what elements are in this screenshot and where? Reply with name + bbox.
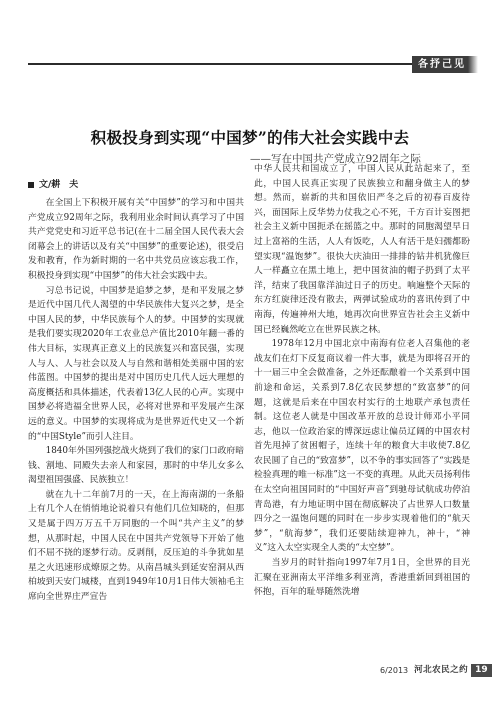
right-column — [254, 162, 470, 600]
issue-date: 6/2013 — [380, 666, 409, 675]
article-title: 积极投身到实现“中国梦”的伟大社会实践中去 — [90, 128, 410, 147]
author-name: 文/耕 夫 — [39, 180, 79, 190]
paragraph: 中华人民共和国成立了，中国人民从此站起来了，至此，中国人民真正实现了民族独立和翻身做主人的梦想。然而，崭新的共和国依旧严冬之后的初春百废待兴，面国际上反华势力仗我之心不死，千方百计妄图把社会主义新中国扼杀在摇篮之中。那时的同胞渴望早日过上富裕的生活，人人有饭吃，人人有活干是妇孺都盼望实现“温饱梦”。很快大庆油田一排排的钻井机犹像巨人一样矗立在黑土地上，把中国贫油的帽子扔到了太平洋，结束了我国靠洋油过日子的历史。响遍整个天际的东方红旋律还没有散去，两弹试验成功的喜讯传到了中南海，传遍神州大地，她再次向世界宣告社会主义新中国已经巍然屹立在世界民族之林。 — [254, 164, 470, 335]
article-subtitle: ——写在中国共产党成立92周年之际 — [250, 153, 421, 165]
magazine-name: 河北农民之约 — [414, 665, 469, 675]
paragraph: 习总书记说，中国梦是追梦之梦，是和平发展之梦是近代中国几代人渴望的中华民族伟大复兴之梦，是全中国人民的梦，中华民族每个人的梦。中国梦的实现就是我们要实现2020年工农业总产值比2010年翻一番的伟大目标，实现真正意义上的民族复兴和富民强，实现人与人、人与社会以及人与自然和谐相处美丽中国的宏伟蓝图。中国梦的提出是对中国历史几代人远大理想的高度概括和具体描述，代表着13亿人民的心声。实现中国梦必将造福全世界人民，必将对世界和平发展产生深远的意义。中国梦的实现将成为是世界近代史又一个新的“中国Style”而引人注目。 — [28, 285, 244, 442]
header-rule — [28, 63, 414, 65]
square-bullet-icon — [28, 182, 34, 188]
paragraph: 1840年外国列强挖战火烧到了我们的家门口政府暗钱、割地、同殿失去亲人和家园，那时的中华儿女多么渴望祖国强盛、民族独立！ — [28, 446, 244, 486]
page-footer — [380, 664, 492, 677]
section-tag: 各抒己见 — [412, 56, 472, 73]
page-number: 19 — [471, 664, 492, 677]
paragraph: 就在九十二年前7月的一天，在上海南湖的一条船上有几个人在悄悄地论说着只有他们几位知晓的，但那又是属于四万万五千万同胞的一个叫“共产主义”的梦想，从那时起，中国人民在中国共产党领导下开始了他们不屈不挠的逐梦行动。反剥削，反压迫的斗争犹如星星之火迅速形成燎原之势。从南昌城头到延安窑洞从西柏坡到天安门城楼，直到1949年10月1日伟大领袖毛主席向全世界庄严宣告 — [28, 489, 244, 603]
left-column — [28, 178, 244, 605]
author-line — [28, 178, 244, 192]
paragraph: 1978年12月中国北京中南海有位老人召集他的老战友们在灯下反复商议着一件大事，就是为即将召开的十一届三中全会做准备，之外还酝酿着一个关系到中国前途和命运，关系到7.8亿农民梦想的“致富梦”的问题，这就是后来在中国农村实行的土地联产承包责任制。这位老人就是中国改革开放的总设计师邓小平同志，他以一位政治家的博深远虑让偏员辽阔的中国农村首先甩掉了贫困帽子，连续十年的粮食大丰收使7.8亿农民圆了自己的“致富梦”，以不争的事实回答了“实践是检验真理的唯一标准”这一不变的真理。从此天员扬利伟在太空向祖国同时的“中国好声音”到驰母试航成功停泊青岛港，有力地证明中国在彻底解决了占世界人口数量四分之一温饱问题的同时在一步步实现着他们的“航天梦”，“航海梦”，我们还要陆续迎神九，神十，“神义”这入太空实现全人类的“太空梦”。 — [254, 339, 470, 554]
paragraph: 在全国上下积极开展有关“中国梦”的学习和中国共产党成立92周年之际，我利用业余时间认真学习了中国共产党党史和习近平总书记(在十二届全国人民代表大会闭幕会上的讲话以及有关“中国梦”的重要论述)，很受启发和教育，作为新时期的一名中共党员应该忘我工作，积极投身到实现“中国梦”的伟大社会实践中去。 — [28, 198, 244, 281]
section-tag-fade — [468, 56, 478, 73]
paragraph: 当岁月的时针指向1997年7月1日，全世界的目光汇聚在亚洲南太平洋维多利亚湾，香港重新回到祖国的怀抱，百年的耻辱随然洗增 — [254, 558, 470, 598]
